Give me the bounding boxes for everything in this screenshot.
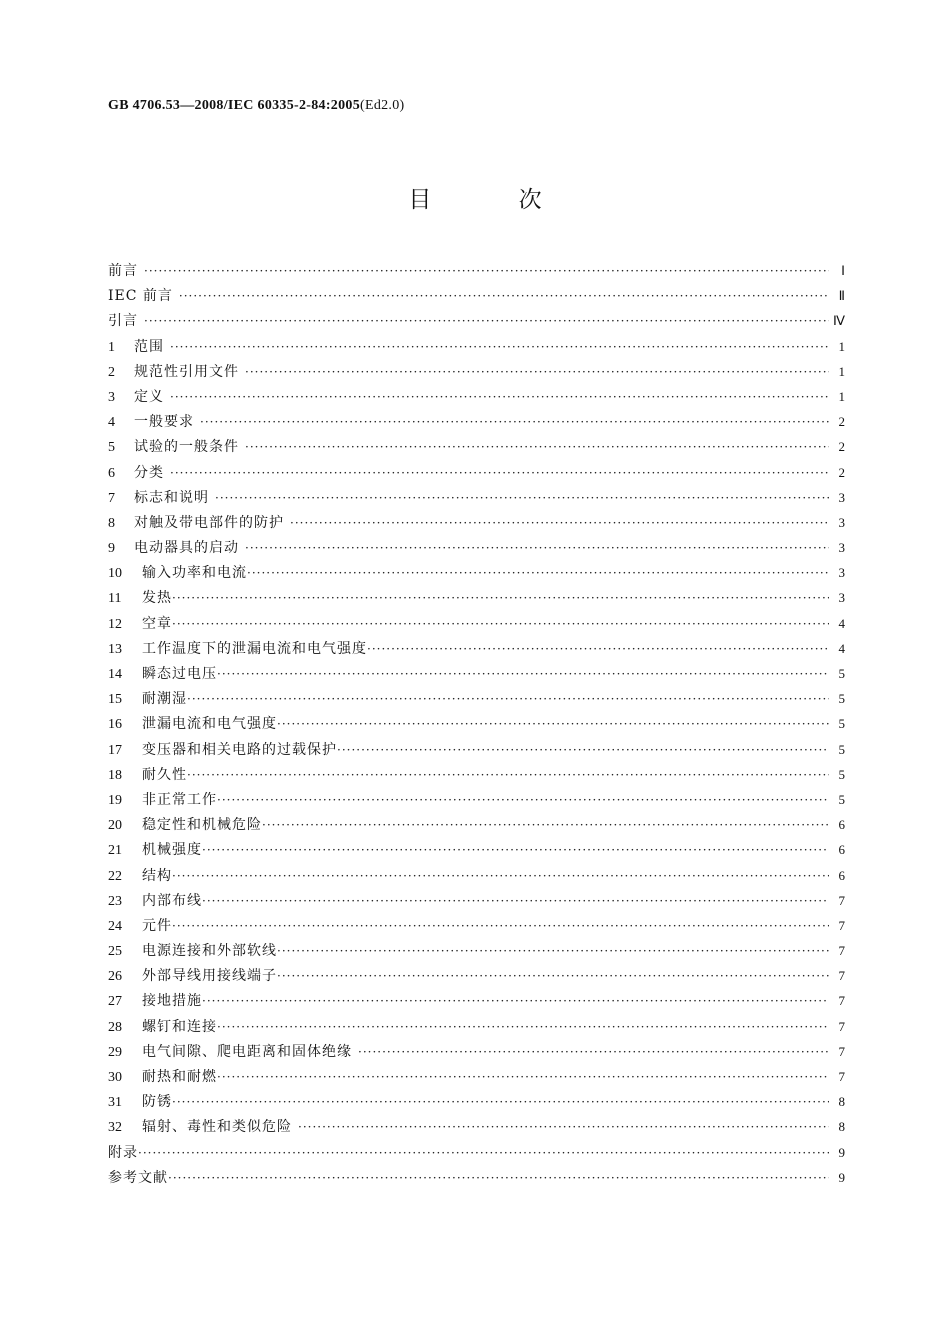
toc-entry-label: 瞬态过电压 [142,666,217,682]
toc-entry-label: 工作温度下的泄漏电流和电气强度 [142,640,367,657]
toc-entry-label: 分类 [134,464,164,481]
toc-entry-page: 8 [838,1094,845,1110]
toc-entry[interactable] [108,1039,845,1064]
toc-entry-number: 13 [108,641,122,657]
toc-leader-dots [202,889,829,914]
toc-entry[interactable] [108,837,845,862]
toc-entry[interactable] [108,384,845,409]
toc-entry-number: 28 [108,1019,122,1035]
toc-entry-page: 4 [838,640,845,656]
toc-entry-page: 2 [838,414,845,430]
toc-entry-page: 3 [838,540,845,556]
toc-entry-number: 10 [108,566,122,582]
toc-leader-dots [337,738,829,763]
toc-entry-label: 泄漏电流和电气强度 [142,716,277,733]
toc-entry-number: 15 [108,692,122,708]
toc-entry-number: 30 [108,1070,122,1085]
toc-entry[interactable] [108,686,845,711]
toc-entry-page: 5 [838,666,845,681]
toc-entry[interactable] [108,711,845,736]
toc-entry[interactable] [108,636,845,661]
toc-leader-dots [144,259,829,284]
toc-leader-dots [170,385,829,410]
toc-entry-page: 6 [838,867,845,883]
toc-entry-label: 一般要求 [134,414,194,431]
toc-leader-dots [202,838,829,863]
toc-entry[interactable] [108,888,845,913]
toc-entry-label: 前言 [108,263,138,279]
toc-leader-dots [215,486,829,511]
toc-entry-label: 对触及带电部件的防护 [134,514,284,531]
toc-leader-dots [245,360,829,385]
toc-entry-number: 14 [108,667,122,682]
toc-entry-label: 规范性引用文件 [134,363,239,380]
toc-entry[interactable] [108,611,845,636]
toc-entry-page: 7 [838,1043,845,1059]
toc-entry-page: 5 [838,691,845,707]
toc-leader-dots [277,939,829,964]
toc-leader-dots [358,1040,829,1065]
toc-entry-number: 32 [108,1120,122,1136]
toc-entry-page: 7 [838,892,845,908]
toc-entry-label: 外部导线用接线端子 [142,968,277,985]
toc-entry[interactable] [108,308,845,333]
toc-leader-dots [168,1166,829,1191]
toc-entry-number: 6 [108,465,115,481]
toc-leader-dots [179,284,829,309]
toc-entry-label: 变压器和相关电路的过载保护 [142,741,337,758]
toc-entry-number: 18 [108,767,122,783]
toc-entry-label: 发热 [142,590,172,607]
toc-entry-label: 空章 [142,615,172,632]
toc-leader-dots [217,662,829,687]
toc-entry[interactable] [108,460,845,485]
toc-leader-dots [245,435,829,460]
toc-entry-label: 内部布线 [142,892,202,909]
toc-entry[interactable] [108,1064,845,1089]
toc-entry-label: 定义 [134,388,164,405]
toc-entry[interactable] [108,863,845,888]
toc-entry-number: 11 [108,591,122,607]
toc-entry-label: 元件 [142,917,172,934]
toc-entry-page: 5 [838,791,845,807]
toc-entry-label: 非正常工作 [142,791,217,808]
toc-entry-number: 21 [108,843,122,859]
toc-entry[interactable] [108,787,845,812]
toc-entry-number: 26 [108,969,122,985]
toc-entry-page: 5 [838,741,845,757]
toc-entry-number: 24 [108,918,122,934]
toc-entry-page: 2 [838,464,845,480]
toc-entry-page: 3 [838,565,845,581]
toc-leader-dots [138,1141,829,1166]
toc-entry-number: 25 [108,944,122,960]
toc-leader-dots [172,914,829,939]
standard-code: GB 4706.53—2008/IEC 60335-2-84:2005 [108,98,360,113]
toc-leader-dots [187,687,829,712]
toc-entry-number: 3 [108,389,115,405]
toc-entry-page: 7 [838,993,845,1009]
toc-entry[interactable] [108,963,845,988]
toc-entry-page: Ⅱ [838,288,845,304]
toc-entry-page: 6 [838,817,845,833]
toc-entry-label: 引言 [108,313,138,330]
toc-leader-dots [172,612,829,637]
toc-entry-page: 7 [838,1018,845,1034]
toc-entry-label: 辐射、毒性和类似危险 [142,1119,292,1136]
toc-entry-label: 耐久性 [142,766,187,783]
toc-entry-page: 7 [838,1069,845,1084]
toc-entry[interactable] [108,1089,845,1114]
toc-leader-dots [247,561,829,586]
toc-leader-dots [172,586,829,611]
toc-entry-number: 1 [108,339,115,355]
toc-entry[interactable] [108,258,845,283]
toc-leader-dots [217,1015,829,1040]
toc-leader-dots [170,335,829,360]
toc-entry-page: 9 [838,1144,845,1160]
toc-leader-dots [245,536,829,561]
toc-entry-label: 耐热和耐燃 [142,1069,217,1085]
toc-entry-number: 7 [108,490,115,506]
toc-entry-number: 27 [108,994,122,1010]
table-of-contents [108,258,845,1190]
toc-leader-dots [200,410,829,435]
toc-entry[interactable] [108,334,845,359]
toc-entry[interactable] [108,737,845,762]
toc-entry-page: 7 [838,943,845,959]
toc-leader-dots [144,309,829,334]
toc-entry-label: 螺钉和连接 [142,1018,217,1035]
toc-entry-number: 16 [108,717,122,733]
toc-entry-label: 电源连接和外部软线 [142,943,277,960]
toc-entry-number: 31 [108,1095,122,1111]
toc-entry-number: 2 [108,364,115,380]
toc-entry-label: 耐潮湿 [142,691,187,708]
toc-entry[interactable] [108,485,845,510]
toc-entry-number: 9 [108,541,115,557]
toc-entry-number: 12 [108,616,122,632]
toc-entry-page: 5 [838,766,845,782]
toc-entry[interactable] [108,535,845,560]
toc-entry-page: 4 [838,615,845,631]
toc-entry[interactable] [108,661,845,686]
toc-entry-number: 5 [108,440,115,456]
toc-entry-page: 1 [838,338,845,354]
toc-entry-label: 结构 [142,867,172,884]
toc-leader-dots [172,864,829,889]
toc-entry-label: 试验的一般条件 [134,439,239,456]
toc-entry-page: 3 [838,514,845,530]
toc-entry-label: 电动器具的启动 [134,540,239,557]
toc-entry-label: IEC 前言 [108,288,173,305]
toc-entry-number: 4 [108,415,115,431]
toc-entry-page: 7 [838,917,845,933]
toc-entry-label: 机械强度 [142,842,202,859]
toc-entry-page: 3 [838,489,845,505]
edition: (Ed2.0) [360,98,405,113]
toc-entry[interactable] [108,585,845,610]
toc-entry-label: 输入功率和电流 [142,565,247,582]
toc-entry-label: 范围 [134,338,164,355]
toc-entry-label: 防锈 [142,1094,172,1111]
toc-entry-number: 29 [108,1044,122,1060]
toc-entry[interactable] [108,409,845,434]
page-title: 目 次 [408,187,582,213]
toc-entry[interactable] [108,1165,845,1190]
toc-entry-number: 22 [108,868,122,884]
toc-entry[interactable] [108,1140,845,1165]
toc-entry-label: 电气间隙、爬电距离和固体绝缘 [142,1043,352,1060]
toc-leader-dots [290,511,829,536]
toc-entry-label: 接地措施 [142,993,202,1010]
toc-entry[interactable] [108,1114,845,1139]
toc-entry-label: 附录 [108,1144,138,1161]
toc-leader-dots [277,712,829,737]
toc-leader-dots [202,989,829,1014]
toc-entry-number: 20 [108,818,122,834]
toc-entry-label: 稳定性和机械危险 [142,817,262,834]
toc-entry-page: 9 [838,1169,845,1185]
toc-entry[interactable] [108,938,845,963]
toc-entry-page: Ⅳ [833,313,845,329]
toc-entry[interactable] [108,283,845,308]
toc-entry-page: 1 [838,388,845,404]
toc-entry[interactable] [108,913,845,938]
toc-entry-page: 8 [838,1119,845,1135]
toc-entry-page: 7 [838,968,845,984]
toc-entry-number: 23 [108,893,122,909]
toc-entry-label: 标志和说明 [134,489,209,506]
toc-entry-page: 3 [838,590,845,606]
toc-entry-number: 17 [108,742,122,758]
toc-entry-page: 6 [838,842,845,858]
toc-leader-dots [170,461,829,486]
toc-entry[interactable] [108,762,845,787]
toc-entry-page: Ⅰ [841,263,845,278]
toc-leader-dots [277,964,829,989]
toc-leader-dots [187,763,829,788]
toc-entry-label: 参考文献 [108,1169,168,1186]
toc-leader-dots [217,1065,829,1090]
toc-entry-page: 5 [838,716,845,732]
toc-leader-dots [367,637,829,662]
toc-leader-dots [172,1090,829,1115]
toc-leader-dots [298,1115,829,1140]
toc-entry[interactable] [108,359,845,384]
toc-entry[interactable] [108,434,845,459]
toc-entry[interactable] [108,510,845,535]
toc-entry-page: 2 [838,439,845,455]
toc-entry[interactable] [108,1014,845,1039]
toc-entry-number: 19 [108,792,122,808]
toc-entry[interactable] [108,988,845,1013]
toc-entry[interactable] [108,560,845,585]
toc-entry-number: 8 [108,515,115,531]
toc-entry[interactable] [108,812,845,837]
toc-entry-page: 1 [838,363,845,379]
toc-leader-dots [262,813,829,838]
page-header [108,98,404,114]
toc-leader-dots [217,788,829,813]
